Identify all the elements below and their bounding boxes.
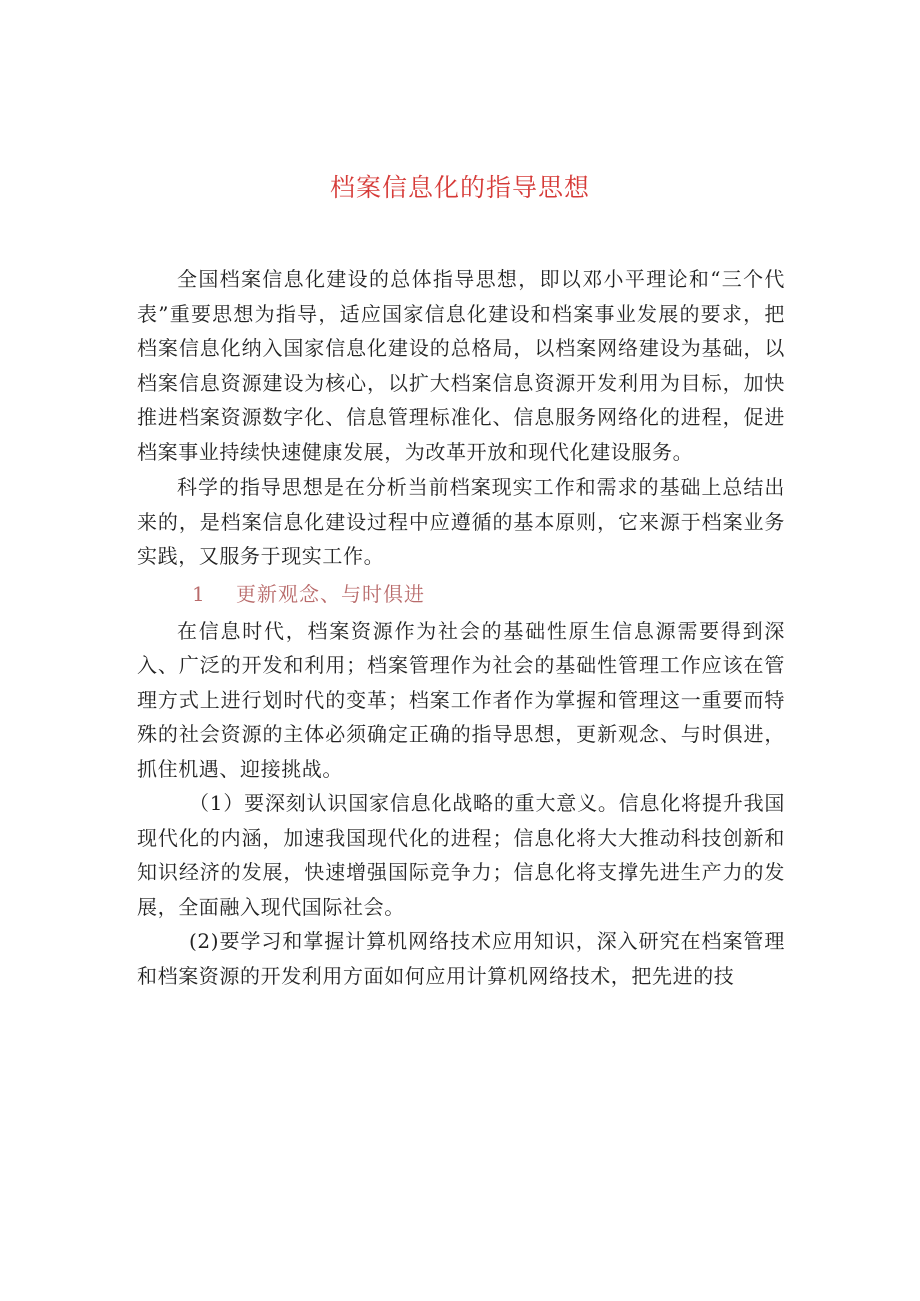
section-heading-text: 更新观念、与时俱进: [236, 581, 425, 606]
paragraph-item-2: (2)要学习和掌握计算机网络技术应用知识，深入研究在档案管理和档案资源的开发利用方面如何应用计算机网络技术，把先进的技: [137, 929, 785, 988]
paragraph-guiding-ideology: 全国档案信息化建设的总体指导思想，即以邓小平理论和“三个代表”重要思想为指导，适应国家信息化建设和档案事业发展的要求，把档案信息化纳入国家信息化建设的总格局，以档案网络建设为基础，以档案信息资源建设为核心，以扩大档案信息资源开发利用为目标，加快推进档案资源数字化、信息管理标准化、信息服务网络化的进程，促进档案事业持续快速健康发展，为改革开放和现代化建设服务。: [137, 267, 785, 464]
paragraph-information-era: 在信息时代，档案资源作为社会的基础性原生信息源需要得到深入、广泛的开发和利用；档案管理作为社会的基础性管理工作应该在管理方式上进行划时代的变革；档案工作者作为掌握和管理这一重要而特殊的社会资源的主体必须确定正确的指导思想，更新观念、与时俱进，抓住机遇、迎接挑战。: [137, 618, 785, 781]
paragraph-scientific-ideology: 科学的指导思想是在分析当前档案现实工作和需求的基础上总结出来的，是档案信息化建设过程中应遵循的基本原则，它来源于档案业务实践，又服务于现实工作。: [137, 475, 785, 568]
section-heading: [137, 574, 785, 614]
paragraph-item-1: （1）要深刻认识国家信息化战略的重大意义。信息化将提升我国现代化的内涵，加速我国现代化的进程；信息化将大大推动科技创新和知识经济的发展，快速增强国际竞争力；信息化将支撑先进生产力的发展，全面融入现代国际社会。: [137, 791, 785, 919]
document-body: [137, 262, 785, 993]
document-title: 档案信息化的指导思想: [329, 173, 590, 202]
section-number: 1: [192, 581, 206, 606]
